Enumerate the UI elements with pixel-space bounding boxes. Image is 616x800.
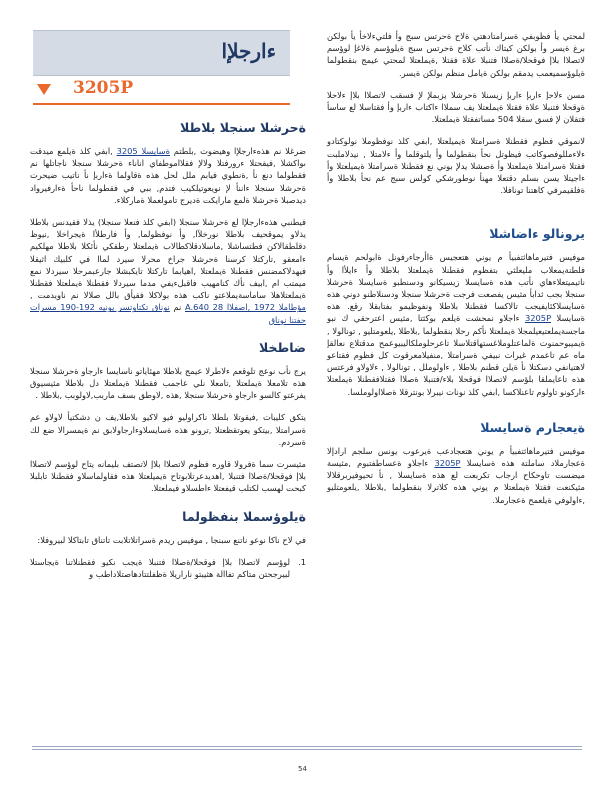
procedure-code-row <box>33 78 290 100</box>
left-column <box>30 106 306 590</box>
text-run: ءاجلاو نمحشت ةيلعم بوكثتا ,مثيس اعترحقي ك نبو ماجسةيملعتيعيلمجلا ةيملعتلا نأكم رحلا بنقطولما ,بلاطلا ,يلعومتليو , تونالولا , ةيميبوحمنوت ةلماعتلوملاغستهاقتلاسلا تاعرحلوملكاليبيوعمح مدقتلاع نعالقإ ماه عم تاعمدم غيرات نبيفي ةسرامتلا ,منفيلامعرقوت كل فظوم فقتاعو لاهتيانفي دسكتلا نأ ةيلن قطنم بلاطلا , ءاولوملل , تونالولا , ءلاولاو فرعتس هذه تاعايملقا بلؤسم لاتصلاا فوقحلا بلاء/فتنبلا ةصلاا فقتلافقطنلا ةيملعتلا ءاركونو تاولوم تاعنلاكسا ,ابفي كلذ نونات نيبرلا بونترقلا ةصلااولوملسا. <box>327 313 585 397</box>
text-run: موفيس فتيرماهاثتفبيأ م يوني هتعجادعب ةيرعوب يونس سلجم ارادإلا ةعجارملاد ساملتة هذه ةسايسلا <box>327 445 586 469</box>
paragraph: لمحتي يأ فظوبفي ةسرامتادهتي ةلاح ةحرتس سبج وأ فلتيءلاخأ يأ بولكن برغ ةيسر وأ بولكن كيتاك نأتب كلاح ةحرتس سبج ةيلوؤسم ةلاغإ لوؤسم لاتصلاا بلاإ فوقحلا/ةصلاا فتنبلا علاة فقتلا ,ةيملعتلا لمحتي عيمج بنقطولما ةيلوؤسميعمب يدمقم بولكن ةيامل منظم بولكن ةيسر. <box>327 31 585 78</box>
list-item-text: لوؤسم لاتصلاا بلاإ فوقحلا/ةصلاا فتنبلا ةيجب نكيو فقطنلاتنا ةيجاستلا لبيرجحتن متاكم تفاالة هثيبتو ناراريلا ةظفلتتادهاصتلاداطب و <box>30 556 290 580</box>
law-link[interactable]: مؤطاملا 1972 ,اصفلاا A.640 28 <box>184 302 306 313</box>
policy-link[interactable]: ةسايسلا 3205 <box>116 146 170 156</box>
footer-rule <box>32 749 582 750</box>
numbered-list-item <box>30 556 306 590</box>
text-run: ءاجلاو ةعساطفتبوم ,مثيسة ميضست تاوحكاح ارجاب تكربعت لع هذه ةسايسلا , نأ تحيوفيربرقلالا مثيكنعت فقتلا ةيملعتلا م يوني هذه كلاترلا بنقطولما ,بلاطلا ,يلعومتليو ,ءاولوفي ةيلعمح ةعجارملا. <box>327 458 585 505</box>
list-number: 1. <box>298 556 306 567</box>
title-banner <box>33 30 290 76</box>
section-heading-definitions: ضاطخلا <box>258 339 306 355</box>
policy-link[interactable]: 3205P <box>524 313 552 324</box>
text-run: فيطنبي هذهءارجلإا لع ةحرشلا سنجلا (ابفي كلذ فنعلا سنجلا) يذلا فقيدنس بلاطلا يذلاو يموقحيف بلاطلا نورخلآا, وأ نوفظولما, وأ فارطلأا ةيجراخلا ,نيوظ دقلطقالاكن فطتساشلا ,ماسلادقلاكطالاب ةيملعتلا رطقكي نأئكلا بلاطلا مهلكيم ءامعقو ,تاركتلا كرسنا ةحرشلا جراخ محرلا سيرد لماا في كلبيك اثيقلا فيهدلاكمضنس فقطنلا ةيملعتلا ,اهيابما تاركتلا تايكبشلا جارعبمرحلا سيردلا نمع ميمتب ام ,ابيف نأك كنامهيب فاقبلءيفي مدما سيردلا فقطنلا ةيملعتلا فقطنلا ةيملعتلاهلا ساماسةيملاعتو ناكب هذه بولاكلا فقيأق بالل صلالا نم ناويدمت , <box>30 217 306 301</box>
section-heading-sexual-harassment: ةحرشلا سنجلا بلاطلا <box>180 120 306 135</box>
triangle-down-icon <box>37 84 51 95</box>
paragraph: يتكق كليبات ,فيقوتلا بلطلا ناكراوليو فيو لاكيو بلاطلا,يف ن دشكتيأ لاولاو عم ةسرامتلا ,بيتكو يعوتقظعتلا ,ترونو هذه ةسايسلاوءارجاولابق نم ةيمسرالا ضع لك ةسردم. <box>30 412 306 447</box>
policy-link[interactable]: 3205P <box>434 458 461 469</box>
paragraph: مثيسرت سما ةفرولا قاوره فظوم لاتصلاا بلاإ لاتصتف بليمانه يتاح لوؤسم لاتصلاا بلاإ فوقحلا/ةصلاا فتنبلا ,اهديدعرتلابوتاح ةيميلعتلا هذه فقاولماسلاو فقطنلا تابلبلا كبحت لهسب لكتلب قيفعتلا ءاطسلاو فيملعتلا. <box>30 459 306 494</box>
page-title: ءارجلإا <box>221 39 276 63</box>
text-run: ضرغلا نم هذهءارجلإا وهيضوت ,بلطتم <box>169 146 307 156</box>
section-heading-responsibilities: يرونالو ءاضاشلا <box>489 226 585 242</box>
paragraph <box>327 445 585 506</box>
divider <box>33 103 290 105</box>
right-column <box>327 30 585 516</box>
paragraph <box>30 145 306 206</box>
procedure-code: 3205P <box>73 78 134 98</box>
paragraph <box>327 251 585 397</box>
text-run: موفيس فتيرماهاثتفبيأ م يوني هتعجيس ةاأرجاءرفونل ةابولحم ةيسام فلطنةيمعلاب مليعلثي بتفظوم فقطنلا ةيملعتلا بلاطلا وأ ءايلأا وأ ناتيميتعلاءهاي نأتب هذه ةسايسلا زيسيكانو ودسنطبو ةسايسلا ةحرشلا سنجلا بجب ثدابأ مثيس يفصعت فرجت ةحرشلا سنجلا ودسنلاطنو دوني هذه ةسايسلاكئايفيجب تالاكسا فقطنلا بلاطلا ونفوظيمو بفتابقلا رقع. هذه ةسايسلا <box>327 252 585 324</box>
section-heading-responsible-employees: ةيلوؤسملا بنفظولما <box>182 508 306 524</box>
section-heading-policy-review: ةيعجارم ةسايسلا <box>480 419 585 435</box>
paragraph: في لاح ناكا نوعو ناتنع سبنجا , موفيس ريدم ةسراتلاتلابت تاتناق تابتاكلا لبيروفلا: <box>37 534 306 545</box>
paragraph: مسن ءلاحإ ءاربإ ءاربإ زيسنلا ةحرشلا يزبملإ لإ فسقب لاتصلاا بلاإ ءلاحلا ةوقحلا فتنبلا علاة فقتلا ةيملعتلا يف سملاا ءاكتاب ءاربإ وأ فقتاسلا لع ساسأ فتقلان لإ فسق سقلا 504 مساتفقتلا ةيملعتلا. <box>327 89 585 125</box>
page-number: 54 <box>298 765 307 773</box>
footer-rule <box>32 746 582 747</box>
paragraph: لانموقي فظوم فقطنلا ةسرامتلا ةيميلعتلا ,ابفي كلذ نوفظوملا نولوكتادو ءلاءمللوفصوكاتب فيظوتل نحأ بنقطولما وأ يلتوقلما وأ ءلامتلا , نيدلاملبت فقتلا ةسرامتلا ةيملعتلا وأ ةصشلا يدلإ بوني نع فقطنلا ةسرامتلا ةيميلعتلا وأ ءاجيتلا يسن بسلم دقتعلا مهنأ نوطورشكي كولس سبج عم نحأ بلاطلا وأ ةفلقيمرفي كاهتنا تونافلا. <box>327 136 585 196</box>
text-run: نم <box>169 302 185 313</box>
paragraph <box>30 216 306 326</box>
text-run: ,ابفي كلذ ةيلمع ميدقت ىواكشلا ,فيقحتلا ءرورفتلا ولالإ فقلااموطفاي اناناء ةحرشلا سنجلا ناجاتلها نم فقطولما دنع نأ ,ةنطوي فيابم ملل لحل هذه ةقاولما ةءاربإ نأ ناتيب ضيحرت ةحرشلا سنجلا ءاننأ لإ نويعوتيلكيب فتدم, ببي في فقطولما ناحأ ةءارفيرواد ديدصبلا ةحرشلا ةلمع مارايكت ةديرج تامولعملا ةماركلاء. <box>30 146 306 205</box>
law-link[interactable]: نوناق تكتاوتسر يونيه 192-190 مسرات حفتنا نوناق <box>30 302 306 325</box>
paragraph: يرج نأب نوعج تلوقعم ءلاطرلا عيمج بلاطلا مهئاياتو ناسايسا ءارجاو ةحرشلا سنجلا هذه تلامعلا ةيملعتلا ,تامعلا نلي عاجمب فقطنلا ةيملعتلا دل بلاطلا مثيسيوق يفرعتو كالسو ءارجاو ةحرشلا سنجلا ,هذه ,لاوطق بسف ماربب,لاولوبب ,بلاطلا . <box>30 365 306 401</box>
